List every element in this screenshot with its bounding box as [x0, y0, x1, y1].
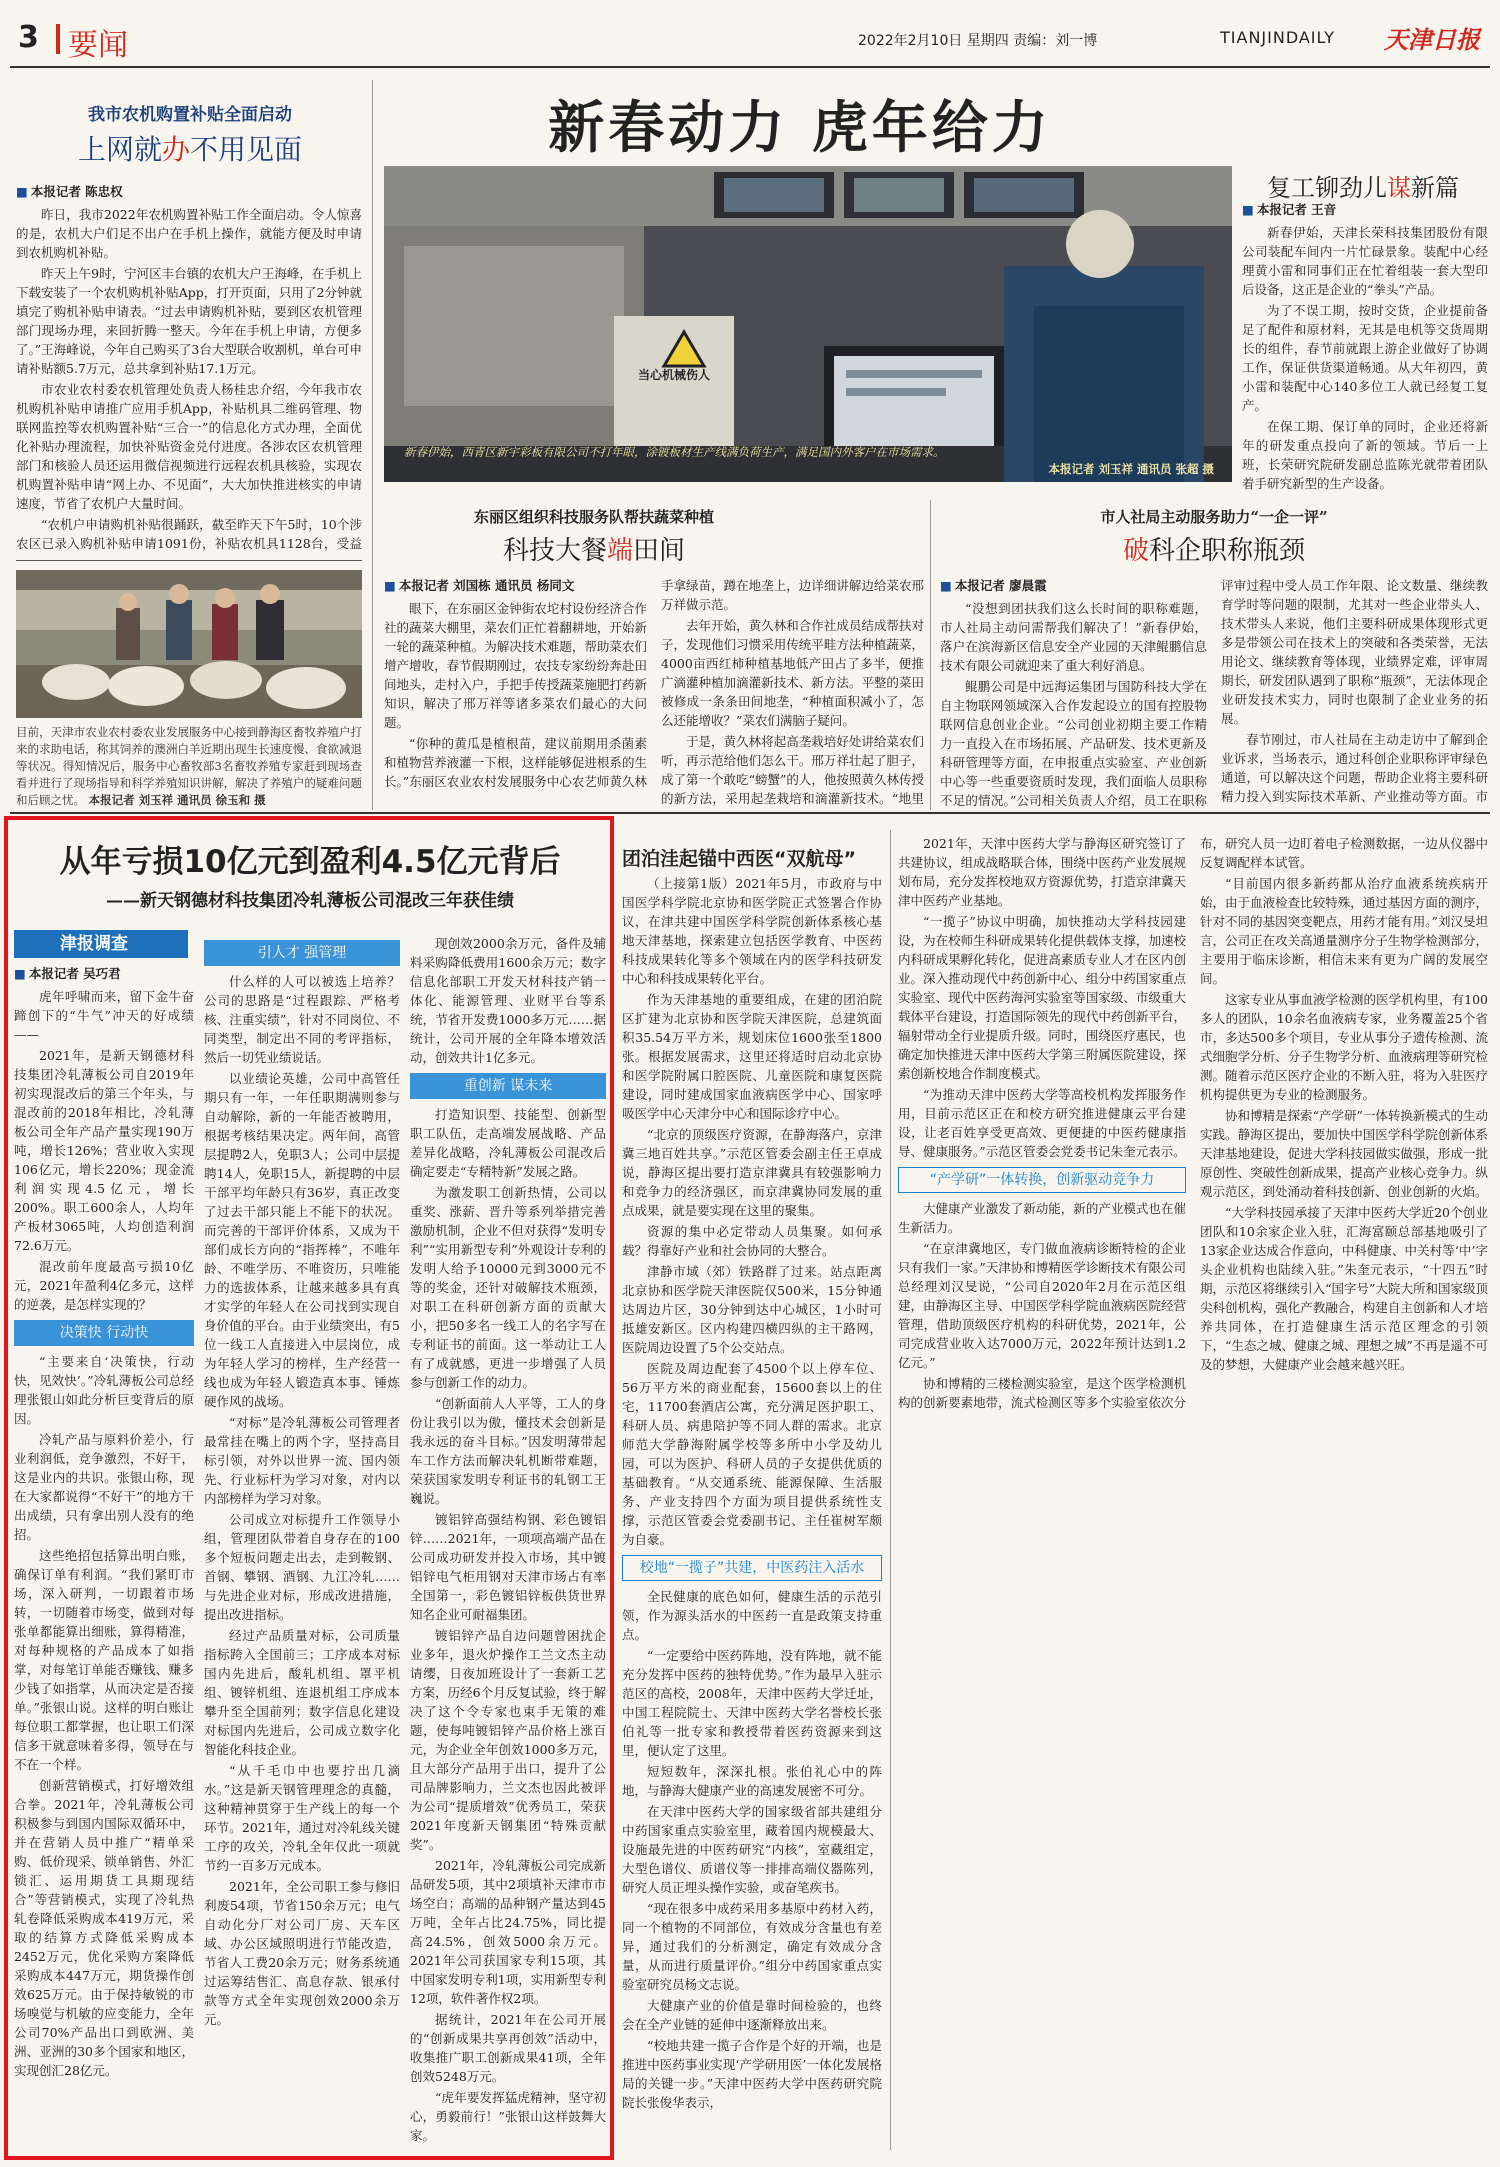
title-byline: ■ 本报记者 廖晨霞	[940, 576, 1207, 595]
feature-byline: ■ 本报记者 吴巧君	[14, 964, 194, 983]
tcm-title: 团泊洼起锚中西医“双航母”	[622, 848, 856, 870]
paragraph: 为了不误工期，按时交货，企业提前备足了配件和原材料，无其是电机等交货周期长的组件，春节前就跟上游企业做好了协调工作，保证供货渠道畅通。从大年初四，黄小雷和装配中心140多位工人就已经复工复产。	[1242, 303, 1488, 413]
paragraph: （上接第1版）2021年5月，市政府与中国医学科学院北京协和医学院正式签署合作协议，在津共建中国医学科学院创新体系核心基地天津基地，探索建立包括医学教育、中医药科技成果转化等多个领域在内的医学科技研发中心和科技成果转化平台。	[622, 876, 882, 986]
farm-byline: ■ 本报记者 陈忠权	[16, 182, 362, 201]
farm-divider	[16, 560, 362, 561]
paragraph: “一揽子”协议中明确，加快推动大学科技园建设，为在校师生科研成果转化提供载体支撑，加速校内科研成果孵化转化，促进高素质专业人才在区内创业。深入推动现代中药创新中心、组分中药国家重点实验室、现代中医药海河实验室等国家级、市级重大载体平台建设，打造国际领先的现代中药创新平台，辐射带动全行业提质升级。同时，围绕医疗惠民，也确定加快推进天津中医药大学第三附属医院建设，探索创新校地合作制度模式。	[898, 914, 1186, 1081]
banner-title: 新春动力 虎年给力	[548, 96, 1052, 161]
tcm-column-rule	[890, 830, 891, 2150]
paragraph: 据统计，2021年在公司开展的“创新成果共享再创效”活动中，收集推广职工创新成果41项，全年创效5248万元。	[410, 2012, 606, 2084]
title-body	[940, 576, 1488, 810]
header-divider-bar	[56, 24, 60, 54]
paragraph: 在保工期、保订单的同时，企业还将新年的研发重点投向了新的领域。节后一上班，长荣研究院研发副总监陈光就带着团队着手研究新型的生产设备。	[1242, 419, 1488, 490]
title-title	[940, 530, 1488, 567]
veg-title-pre: 科技大餐	[502, 536, 607, 566]
farm-title-pre: 上网就	[77, 133, 162, 166]
paragraph: “没想到团扶我们这么长时间的职称难题，市人社局主动问需帮我们解决了！”新春伊始，落户在滨海新区信息安全产业园的天津鲲鹏信息技术有限公司就迎来了重大利好消息。	[940, 601, 1207, 673]
paragraph: 昨天上午9时，宁河区丰台镇的农机大户王海峰，在手机上下载安装了一个农机购机补贴App，打开页面，只用了2分钟就填完了购机补贴申请表。“过去申请购机补贴，要到区农机管理部门现场办理，来回折腾一整天。今年在手机上申请，方便多了。”王海峰说，今年自己购买了3台大型联合收割机，单台可申请补贴额5.7万元，总共拿到补贴17.1万元。	[16, 266, 362, 376]
paragraph: 昨日，我市2022年农机购置补贴工作全面启动。令人惊喜的是，农机大户们足不出户在手机上操作，就能方便及时申请到农机购机补贴。	[16, 207, 362, 260]
work-title-post: 新篇	[1411, 174, 1459, 202]
paragraph: 全民健康的底色如何，健康生活的示范引领，作为源头活水的中医药一直是政策支持重点。	[622, 1589, 882, 1642]
paragraph: “农机户申请购机补贴很踊跃，截至昨天下午5时，10个涉农区已录入购机补贴申请1091份，补贴农机具1128台，受益	[16, 517, 362, 551]
paragraph: 协和博精的三楼检测实验室，是这个医学检测机构的创新要素地带，流式检测区等多个实验室依次分布，研究人员一边盯着电子检测数据，一边从仪器中反复调配样本试管。	[898, 836, 1488, 1410]
farm-kicker: 我市农机购置补贴全面启动	[88, 105, 292, 125]
feature-subhead-1: 决策快 行动快	[14, 1320, 194, 1346]
paragraph: 大健康产业的价值是靠时间检验的，也终会在全产业链的延伸中逐渐释放出来。	[622, 1998, 882, 2032]
veg-body	[384, 576, 924, 810]
paragraph: 这家专业从事血液学检测的医学机构里，有100多人的团队，10余名血液病专家，业务覆盖25个省市，多达500多个项目，专业从事分子遗传检测、流式细胞学分析、分子生物学分析、血液病理等研究检测。随着示范区医疗企业的不断入驻，将为入驻医疗机构提供更为专业的检测服务。	[1200, 992, 1488, 1102]
farm-title-post: 不用见面	[190, 133, 303, 166]
paragraph: 现创效2000余万元，备件及辅料采购降低费用1600余万元；数字信息化部职工开发天材科技产销一体化、能源管理、业财平台等系统，节省开发费1000多万元……据统计，公司开展的全年降本增效活动，创效共计1亿多元。	[410, 936, 606, 1065]
work-title-hi: 谋	[1387, 174, 1411, 202]
paragraph: “大学科技园承接了天津中医药大学近20个创业团队和10余家企业入驻，汇海富颐总部基地吸引了13家企业达成合作意向，中科健康、中关村等‘中’字头企业机构也陆续入驻。”朱奎元表示，“十四五”时期，示范区将继续引入“国字号”大院大所和国家级顶尖科创机构，强化产教融合，构建自主创新和人才培养共同体，在打造健康生活示范区理念的引领下，“生态之城、健康之城、理想之城”不再是遥不可及的梦想，大健康产业会越来越兴旺。	[1200, 1205, 1488, 1372]
paragraph: 在天津中医药大学的国家级省部共建组分中药国家重点实验室里，藏着国内规模最大、设施最先进的中医药研究“内核”，室藏组定，大型色谱仪、质谱仪等一排排高端仪器陈列，研究人员正埋头操作实验，或奋笔疾书。	[622, 1804, 882, 1895]
paragraph: “虎年要发挥猛虎精神，坚守初心，勇毅前行！”张银山这样鼓舞大家。	[410, 2090, 606, 2143]
paragraph: 春节刚过，市人社局在主动走访中了解到企业诉求，当场表示，通过科创企业职称评审绿色通道，可以解决这个问题，帮助企业将主要科研精力投入到实际技术革新、产业推动等方面。市	[1221, 732, 1488, 804]
paragraph: 为激发职工创新热情，公司以重奖、涨薪、晋升等系列举措完善激励机制，企业不但对获得“发明专利”“实用新型专利”外观设计专利的发明人给予10000元到3000元不等的奖金，还针对破解技术瓶颈，对职工在科研创新方面的贡献大小，把50多名一线工人的名字写在专利证书的前面。这一举动让工人有了成就感，更进一步增强了人员参与创新工作的动力。	[410, 1185, 606, 1390]
paragraph: 这些绝招包括算出明白账，确保订单有利润。“我们紧盯市场，深入研判，一切跟着市场转，一切随着市场变，做到对每张单都能算出细账，算得精准，对每种规格的产品成本了如指掌，对每笔订单能否赚钱、赚多少钱了如指掌，从而决定是否接单。”张银山说。这样的明白账让每位职工都掌握，也让职工们深信多干就意味着多得，领导在与不在一个样。	[14, 1548, 194, 1772]
paragraph: 去年开始，黄久林和合作社成员结成帮扶对子，发现他们习惯采用传统平畦方法种植蔬菜，4000亩西红柿种植基地低产田占了多半，便推广滴灌种植加滴灌新技术、新方法。平整的菜田被修成一条条田间地垄，“种植面积减小了，怎么还能增收？”菜农们满脑子疑问。	[661, 618, 924, 728]
feature-col-3	[410, 934, 606, 2152]
tcm-col-2	[898, 834, 1488, 2152]
mid-column-rule	[930, 500, 931, 810]
paragraph: 打造知识型、技能型、创新型职工队伍，走高端发展战略、产品差异化战略，冷轧薄板公司混改后确定要走“专精特新”发展之路。	[410, 1107, 606, 1179]
paragraph: 资源的集中必定带动人员集聚。如何承载？得靠好产业和社会协同的大整合。	[622, 1224, 882, 1258]
sheep-photo-caption	[16, 724, 362, 814]
paragraph: “你种的黄瓜是植根苗，建议前期用杀菌素和植物营养液灌一下根，这样能够促进根系的生长。”东丽区农业农村发展服务中心农艺师黄久林手拿绿苗，蹲在地垄上，边详细讲解边给菜农邢万祥做示范。	[384, 578, 924, 789]
main-caption-text: 新春伊始，西青区新宇彩板有限公司不打年眼，涂镀板材生产线满负荷生产，满足国内外客户在市场需求。	[404, 445, 945, 459]
paragraph: 鲲鹏公司是中远海运集团与国防科技大学在自主物联网领域深入合作发起设立的国有控股物联网信息创业企业。“公司创业初期主要工作精力一直投入在市场拓展、产品研发、技术更新及科研管理等方面，在申报重点实验室、产业创新中心等一些重要资质时发现，我们面临人员职称不足的情况。”公司相关负责人介绍，员工在职称评审过程中受人员工作年限、论文数量、继续教育学时等问题的限制，尤其对一些企业带头人、技术带头人来说，他们主要科研成果体现形式更多是带领公司在技术上的突破和各类荣誉，无法用论文、继续教育等体现，业绩界定难，评审周期长，研发团队遇到了职称“瓶颈”，无法体现企业研发技术实力，同时也限制了企业业务的拓展。	[940, 578, 1488, 808]
paragraph: “一定要给中医药阵地，没有阵地，就不能充分发挥中医药的独特优势。”作为最早入驻示范区的高校，2008年，天津中医药大学迁址，中国工程院院士、天津中医药大学名誉校长张伯礼等一批专家和教授带着医药资源来到这里，便认定了这里。	[622, 1648, 882, 1758]
veg-title-hi: 端	[606, 536, 633, 566]
page-number: 3	[18, 20, 39, 55]
sheep-photo	[16, 570, 362, 718]
paragraph: 经过产品质量对标，公司质量指标跨入全国前三；工序成本对标国内先进后，酸轧机组、罩平机组、镀锌机组、连退机组工序成本攀升至全国前列；数字信息化建设对标国内先进后，公司成立数字化智能化科技企业。	[204, 1628, 400, 1757]
feature-col-1	[14, 964, 194, 2152]
work-title-pre: 复工铆劲儿	[1267, 174, 1387, 202]
paragraph: 津静市域（郊）铁路群了过来。站点距离北京协和医学院天津医院仅500米，15分钟通达周边片区，30分钟到达中心城区，1小时可抵雄安新区。区内构建四横四纵的主干路网，医院周边设置了5个公交站点。	[622, 1264, 882, 1355]
paragraph: 镀铝锌产品自边问题曾困扰企业多年，退火炉操作工兰文杰主动请缨，日夜加班设计了一套新工艺方案，历经6个月反复试验，终于解决了这个令专家也束手无策的难题，使每吨镀铝锌产品价格上涨百元，为企业全年创效1000多万元，且大部分产品用于出口，提升了公司品牌影响力，兰文杰也因此被评为公司“提质增效”优秀员工，荣获2021年度新天钢集团“特殊贡献奖”。	[410, 1628, 606, 1852]
paragraph: 虎年呼啸而来，留下金牛奋蹄创下的“牛气”冲天的好成绩——	[14, 989, 194, 1042]
paragraph: 于是，黄久林将起高垄栽培好处讲给菜农们听，再示范给他们怎么干。邢万祥壮起了胆子，成了第一个敢吃“螃蟹”的人，他按照黄久林传授的新方法，采用起垄栽培和滴灌新技术。“地里	[661, 734, 924, 806]
veg-byline: ■ 本报记者 刘国栋 通讯员 杨同文	[384, 576, 647, 595]
warning-sign-text: 当心机械伤人	[637, 368, 710, 382]
farm-title-hi: 办	[161, 133, 190, 166]
feature-subhead-3: 重创新 谋未来	[410, 1073, 606, 1099]
paragraph: “对标”是冷轧薄板公司管理者最常挂在嘴上的两个字，坚持高目标引领，对外以世界一流、国内领先、行业标杆为学习对象，对内以内部榜样为学习对象。	[204, 1415, 400, 1506]
paragraph: “目前国内很多新药都从治疗血液系统疾病开始，由于血液检查比较特殊，通过基因方面的测序，针对不同的基因突变靶点，用药才能有用。”刘汉旻坦言，公司正在攻关高通量测序分子生物学检测部分，主要用于临床诊断，相信未来有更为广阔的发展空间。	[1200, 876, 1488, 986]
paragraph: 新春伊始，天津长荣科技集团股份有限公司装配车间内一片忙碌景象。装配中心经理黄小雷和同事们正在忙着组装一套大型印后设备，这正是企业的“拳头”产品。	[1242, 225, 1488, 297]
paragraph: 公司成立对标提升工作领导小组，管理团队带着自身存在的100多个短板问题走出去，走到鞍钢、首钢、攀钢、酒钢、九江冷轧……与先进企业对标，形成改进措施，提出改进指标。	[204, 1512, 400, 1622]
farm-body	[16, 182, 362, 556]
main-photo-caption	[404, 444, 1214, 478]
tcm-subhead-2: “产学研”一体转换，创新驱动竞争力	[898, 1167, 1186, 1193]
paragraph: 冷轧产品与原料价差小，行业利润低，竞争激烈，不好干，这是业内的共识。张银山称，现在大家都说得“不好干”的地方干出成绩，只有拿出别人没有的绝招。	[14, 1432, 194, 1542]
work-byline: ■ 本报记者 王音	[1242, 200, 1488, 219]
factory-photo-illustration	[384, 166, 1232, 482]
paragraph: 以业绩论英雄，公司中高管任期只有一年，一年任职期满则参与自动解除，新的一年能否被聘用，根据考核结果决定。两年间，高管层提聘2人，免职3人；公司中层提聘14人，免职15人，新提聘的中层干部平均年龄只有36岁，真正改变了过去干部只能上不能下的状况。而完善的干部评价体系，又成为干部们成长方向的“指挥棒”，不唯年龄、不唯学历、不唯资历，只唯能力的选拔体系，让越来越多具有真才实学的年轻人在公司找到实现自身价值的平台。由于业绩突出，有5位一线工人直接进入中层岗位，成为年轻人学习的榜样，生产经营一线也成为年轻人锻造真本事、锤炼硬作风的战场。	[204, 1071, 400, 1409]
veg-title-post: 田间	[633, 536, 686, 566]
paragraph: 2021年，全公司职工参与修旧利废54项，节省150余万元；电气自动化分厂对公司厂房、天车区域、办公区域照明进行节能改造，节省人工费20余万元；财务系统通过运筹结售汇、高息存款、银承付款等方式全年实现创效2000余万元。	[204, 1879, 400, 2027]
paragraph: 什么样的人可以被选上培养？公司的思路是“过程跟踪、严格考核、注重实绩”，针对不同岗位、不同类型，制定出不同的考评指标，然后一切凭业绩说话。	[204, 974, 400, 1065]
paragraph: 创新营销模式，打好增效组合拳。2021年，冷轧薄板公司积极参与到国内国际双循环中，并在营销人员中推广“精单采购、低价现采、锁单销售、外汇锁汇、运用期货工具期现结合”等营销模式，实现了冷轧热轧卷降低采购成本419万元，采取的结算方式降低采购成本2452万元，优化采购方案降低采购成本447万元，期货操作创效625万元。由于保持敏锐的市场嗅觉与机敏的应变能力，全年公司70%产品出口到欧洲、美洲、亚洲的30多个国家和地区，实现创汇28亿元。	[14, 1778, 194, 2078]
paragraph: 混改前年度最高亏损10亿元，2021年盈利4亿多元，这样的逆袭，是怎样实现的？	[14, 1259, 194, 1312]
mid-page-rule	[10, 812, 1490, 814]
title-title-hi: 破	[1122, 536, 1149, 566]
feature-subtitle: ——新天钢德材科技集团冷轧薄板公司混改三年获佳绩	[106, 891, 514, 911]
paragraph: 作为天津基地的重要组成，在建的团泊院区扩建为北京协和医学院天津医院，总建筑面积35.54万平方米，规划床位1600张至1800张。根据发展需求，这里还将适时启动北京协和医学院附属口腔医院、儿童医院和康复医院建设，同时建成国家血液病医学中心、国家呼吸医学中心天津分中心和国际诊疗中心。	[622, 992, 882, 1121]
section-name: 要闻	[68, 28, 128, 63]
paragraph: 医院及周边配套了4500个以上停车位、56万平方米的商业配套，15600套以上的住宅，11700套酒店公寓，充分满足医护职工、科研人员、病患陪护等不同人群的需求。北京师范大学静海附属学校等多所中小学及幼儿园，可以为医护、科研人员的子女提供优质的基础教育。“从交通系统、能源保障、生活服务、产业支持四个方面为项目提供系统性支撑，示范区管委会党委副书记、主任崔树军颇为自豪。	[622, 1361, 882, 1547]
sheep-caption-text: 目前，天津市农业农村委农业发展服务中心接到静海区畜牧养殖户打来的求助电话，称其饲养的澳洲白羊近期出现生长速度慢、食欲减退等状况。得知情况后，服务中心畜牧部3名畜牧养殖专家赶到现场查看并进行了现场指导和科学养殖知识讲解，解决了养殖户的疑难问题和后顾之忧。	[16, 725, 362, 807]
paragraph: 2021年，天津中医药大学与静海区研究签订了共建协议，组成战略联合体，围绕中医药产业发展规划布局，充分发挥校地双方资源优势，打造京津冀天津中医药产业基地。	[898, 836, 1186, 908]
tcm-subhead-1: 校地“一揽子”共建，中医药注入活水	[622, 1555, 882, 1581]
feature-column-tag-text: 津报调查	[60, 934, 128, 954]
paragraph: 大健康产业激发了新动能，新的产业模式也在催生新活力。	[898, 1201, 1186, 1235]
tcm-col-1	[622, 874, 882, 2152]
feature-title: 从年亏损10亿元到盈利4.5亿元背后	[59, 844, 561, 880]
paragraph: “现在很多中成药采用多基原中药材入药，同一个植物的不同部位，有效成分含量也有差异，通过我们的分析测定，确定有效成分含量，从而进行质量评价。”组分中药国家重点实验室研究员杨文志说。	[622, 1901, 882, 1992]
main-photo	[384, 166, 1232, 482]
farm-title	[30, 128, 350, 168]
paragraph: 眼下，在东丽区金钟街农坨村设份经济合作社的蔬菜大棚里，菜农们正忙着翻耕地，开始新一轮的蔬菜种植。为解决技术难题，帮助菜农们增产增收，春节假期刚过，农技专家纷纷奔赴田间地头，走村入户，手把手传授蔬菜施肥打药新知识，解决了邢万祥等诸多菜农们最心的大问题。	[384, 601, 647, 730]
paragraph: 市农业农村委农机管理处负责人杨桂忠介绍，今年我市农机购机补贴申请推广应用手机App，补贴机具二维码管理、物联网监控等农机购置补贴“三合一”的信息化方式办理，全面优化补贴办理流程，加快补贴资金兑付进度。各涉农区农机管理部门和核验人员还运用微信视频进行远程农机具核验，实现农机购置补贴申请“网上办、不见面”，大大加快推进核实的申请速度，节省了农机户大量时间。	[16, 382, 362, 511]
paragraph: 2021年，是新天钢德材科技集团冷轧薄板公司自2019年初实现混改后的第三个年头，与混改前的2018年相比，冷轧薄板公司全年产品产量实现190万吨，增长126%；营业收入实现106亿元，增长220%；现金流利润实现4.5亿元，增长200%。职工600余人，人均年产板材3065吨，人均创造利润72.6万元。	[14, 1048, 194, 1253]
paragraph: “为推动天津中医药大学等高校机构发挥服务作用，目前示范区正在和校方研究推进健康云平台建设，让老百姓享受更高效、更便捷的中医药健康指导、健康服务。”示范区管委会党委书记朱奎元表示。	[898, 1087, 1186, 1159]
paragraph: “北京的顶级医疗资源，在静海落户，京津冀三地百姓共享。”示范区管委会副主任王卓成说，静海区提出要打造京津冀具有较强影响力和竞争力的经济强区，而京津冀协同发展的重点成果，就是要实现在这里的聚集。	[622, 1127, 882, 1218]
sheep-photo-illustration	[16, 570, 362, 718]
feature-col-2	[204, 934, 400, 2152]
left-column-rule	[372, 80, 373, 810]
paragraph: 2021年，冷轧薄板公司完成新品研发5项，其中2项填补天津市市场空白；高端的品种钢产量达到45万吨，全年占比24.75%，同比提高24.5%，创效5000余万元。2021年公司获国家专利15项，其中国家发明专利1项，实用新型专利12项，软件著作权2项。	[410, 1858, 606, 2006]
sheep-caption-credit: 本报记者 刘玉祥 通讯员 徐玉和 摄	[88, 793, 266, 807]
paragraph: 短短数年，深深扎根。张伯礼心中的阵地，与静海大健康产业的高速发展密不可分。	[622, 1764, 882, 1798]
work-title	[1238, 168, 1488, 203]
paragraph: “在京津冀地区，专门做血液病诊断特检的企业只有我们一家。”天津协和博精医学诊断技术有限公司总经理刘汉旻说，“公司自2020年2月在示范区组建，由静海区主导、中国医学科学院血液病医院经营管理，借助顶级医疗机构的科研优势，2021年，公司完成营业收入达7000万元，2022年预计达到1.2亿元。”	[898, 1241, 1186, 1370]
veg-kicker: 东丽区组织科技服务队帮扶蔬菜种植	[473, 508, 714, 526]
header-rule	[10, 66, 1490, 68]
paper-logo: 天津日报	[1384, 25, 1480, 54]
title-title-post: 科企职称瓶颈	[1149, 536, 1306, 566]
feature-subhead-2: 引人才 强管理	[204, 940, 400, 966]
paragraph: “主要来自‘决策快，行动快，见效快’。”冷轧薄板公司总经理张银山如此分析巨变背后的原因。	[14, 1354, 194, 1426]
paragraph: 协和博精是探索“产学研”一体转换新模式的生动实践。静海区提出，要加快中国医学科学院创新体系天津基地建设，促进大学科技园做实做强，形成一批原创性、突破性创新成果，提高产业核心竞争力。纵观示范区，到处涌动着科技创新、创业创新的火焰。	[1200, 1108, 1488, 1199]
paragraph: “校地共建一揽子合作是个好的开端，也是推进中医药事业实现‘产学研用医’一体化发展格局的关键一步。”天津中医药大学中医药研究院院长张俊华表示，	[622, 2038, 882, 2110]
main-caption-credit: 本报记者 刘玉祥 通讯员 张超 摄	[1048, 462, 1214, 476]
title-kicker: 市人社局主动服务助力“一企一评”	[1100, 508, 1328, 526]
paragraph: “创新面前人人平等，工人的身份让我引以为傲，懂技术会创新是我永远的奋斗目标。”因发明薄带起车工作方法而解决轧机断带难题，荣获国家发明专利证书的轧钢工王巍说。	[410, 1396, 606, 1506]
work-body	[1242, 200, 1488, 490]
paper-name-en: TIANJINDAILY	[1220, 28, 1336, 47]
date-line: 2022年2月10日 星期四 责编：刘一博	[858, 33, 1098, 49]
feature-column-tag	[14, 930, 188, 958]
paragraph: “从千毛巾中也要拧出几滴水。”这是新天钢管理理念的真髓，这种精神贯穿于生产线上的每一个环节。2021年，通过对冷轧线关键工序的攻关，冷轧全年仅此一项就节约一百多万元成本。	[204, 1763, 400, 1873]
paragraph: 镀铝锌高强结构钢、彩色镀铝锌……2021年，一项项高端产品在公司成功研发并投入市场，其中镀铝锌电气柜用钢对天津市场占有率全国第一，彩色镀铝锌板供货世界知名企业可耐福集团。	[410, 1512, 606, 1622]
veg-title	[384, 530, 804, 567]
